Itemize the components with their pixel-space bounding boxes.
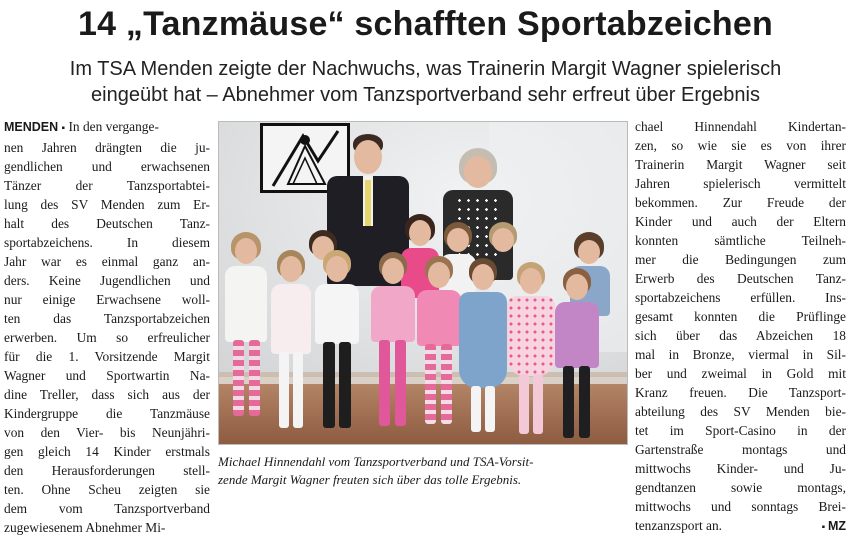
article-line: mal in Bronze, viermal in Sil- (635, 347, 846, 362)
dateline: MENDEN (4, 120, 59, 134)
author-bullet: ▪ (821, 522, 828, 533)
article-line: sportabzeichens erfüllen. Ins- (635, 290, 846, 305)
dateline-bullet: ▪ (61, 123, 66, 134)
article-line: ten. Ohne Scheu zeigten sie (4, 482, 210, 497)
article-line: tenzanzsport an. ▪ MZ (635, 518, 846, 533)
article-line: Jahr war es einmal ganz an- (4, 254, 210, 269)
article-line: chael Hinnendahl Kindertan- (635, 119, 846, 134)
subheadline (0, 56, 851, 108)
article-line: gen gleich 14 Kinder erstmals (4, 444, 210, 459)
article-line: den Herausforderungen stell- (4, 463, 210, 478)
article-line: tet im Sport-Casino in der (635, 423, 846, 438)
article-line: In den vergange- (68, 119, 159, 134)
article-line: bekommen. Zur Freude der (635, 195, 846, 210)
article-line: nur einige Erwachsene woll- (4, 292, 210, 307)
article-line: Wagner und Sportwartin Na- (4, 368, 210, 383)
article-line: Erwerb des Deutschen Tanz- (635, 271, 846, 286)
article-line: mer die Bedingungen zum (635, 252, 846, 267)
article-line: erwerben. Um so erfreulicher (4, 330, 210, 345)
article-line: gesamt konnten die Prüflinge (635, 309, 846, 324)
article-line: gendlichen und erwachsenen (4, 159, 210, 174)
subheadline-line-2: eingeübt hat – Abnehmer vom Tanzsportverband sehr erfreut über Ergebnis (91, 84, 760, 106)
caption-line-1: Michael Hinnendahl vom Tanzsportverband und TSA-Vorsit- (218, 454, 534, 469)
article-line: Kinder und auch der Eltern (635, 214, 846, 229)
photo-caption (218, 453, 628, 489)
headline: 14 „Tanzmäuse“ schafften Sportabzeichen (78, 5, 773, 43)
article-line: Kranz freuen. Die Tanzsport- (635, 385, 846, 400)
author-initials: MZ (827, 519, 846, 533)
article-line: sich über das Abzeichen 18 (635, 328, 846, 343)
article-line: mittwochs und sonntags Brei- (635, 499, 846, 514)
article-line: Trainerin Margit Wagner seit (635, 157, 846, 172)
article-line: ten das Tanzsportabzeichen (4, 311, 210, 326)
article-line: lung des SV Menden zum Er- (4, 197, 210, 212)
article-line: Gartenstraße montags und (635, 442, 846, 457)
article-line: zugewiesenem Abnehmer Mi- (4, 520, 166, 535)
article-line: nen Jahren drängten die ju- (4, 140, 210, 155)
article-line: dine Treller, dass sich aus der (4, 387, 210, 402)
article-line: gendtanzen sowie montags, (635, 480, 846, 495)
article-photo (218, 121, 628, 445)
article-line: dem vom Tanzsportverband (4, 501, 210, 516)
article-column-left (4, 117, 210, 537)
article-column-right (635, 117, 846, 537)
article-line: Kindergruppe die Tanzmäuse (4, 406, 210, 421)
subheadline-line-1: Im TSA Menden zeigte der Nachwuchs, was Trainerin Margit Wagner spielerisch (69, 58, 782, 80)
caption-line-2: zende Margit Wagner freuten sich über das tolle Ergebnis. (218, 472, 522, 487)
article-line: sportabzeichens. In diesem (4, 235, 210, 250)
article-line: mittwochs Kinder- und Ju- (635, 461, 846, 476)
article-line: Tänzer der Tanzsportabtei- (4, 178, 210, 193)
article-line: ber und zweimal in Gold mit (635, 366, 846, 381)
article-line: Jahren spielerisch vermittelt (635, 176, 846, 191)
article-line: ders. Keine Jugendlichen und (4, 273, 210, 288)
article-line: zen, so wie sie es von ihrer (635, 138, 846, 153)
article-line: abteilung des SV Menden bie- (635, 404, 846, 419)
article-line: konnten sämtliche Teilneh- (635, 233, 846, 248)
article-line: von den Vier- bis Neunjähri- (4, 425, 210, 440)
article-line: halt des Deutschen Tanz- (4, 216, 210, 231)
article-line: für die 1. Vorsitzende Margit (4, 349, 210, 364)
